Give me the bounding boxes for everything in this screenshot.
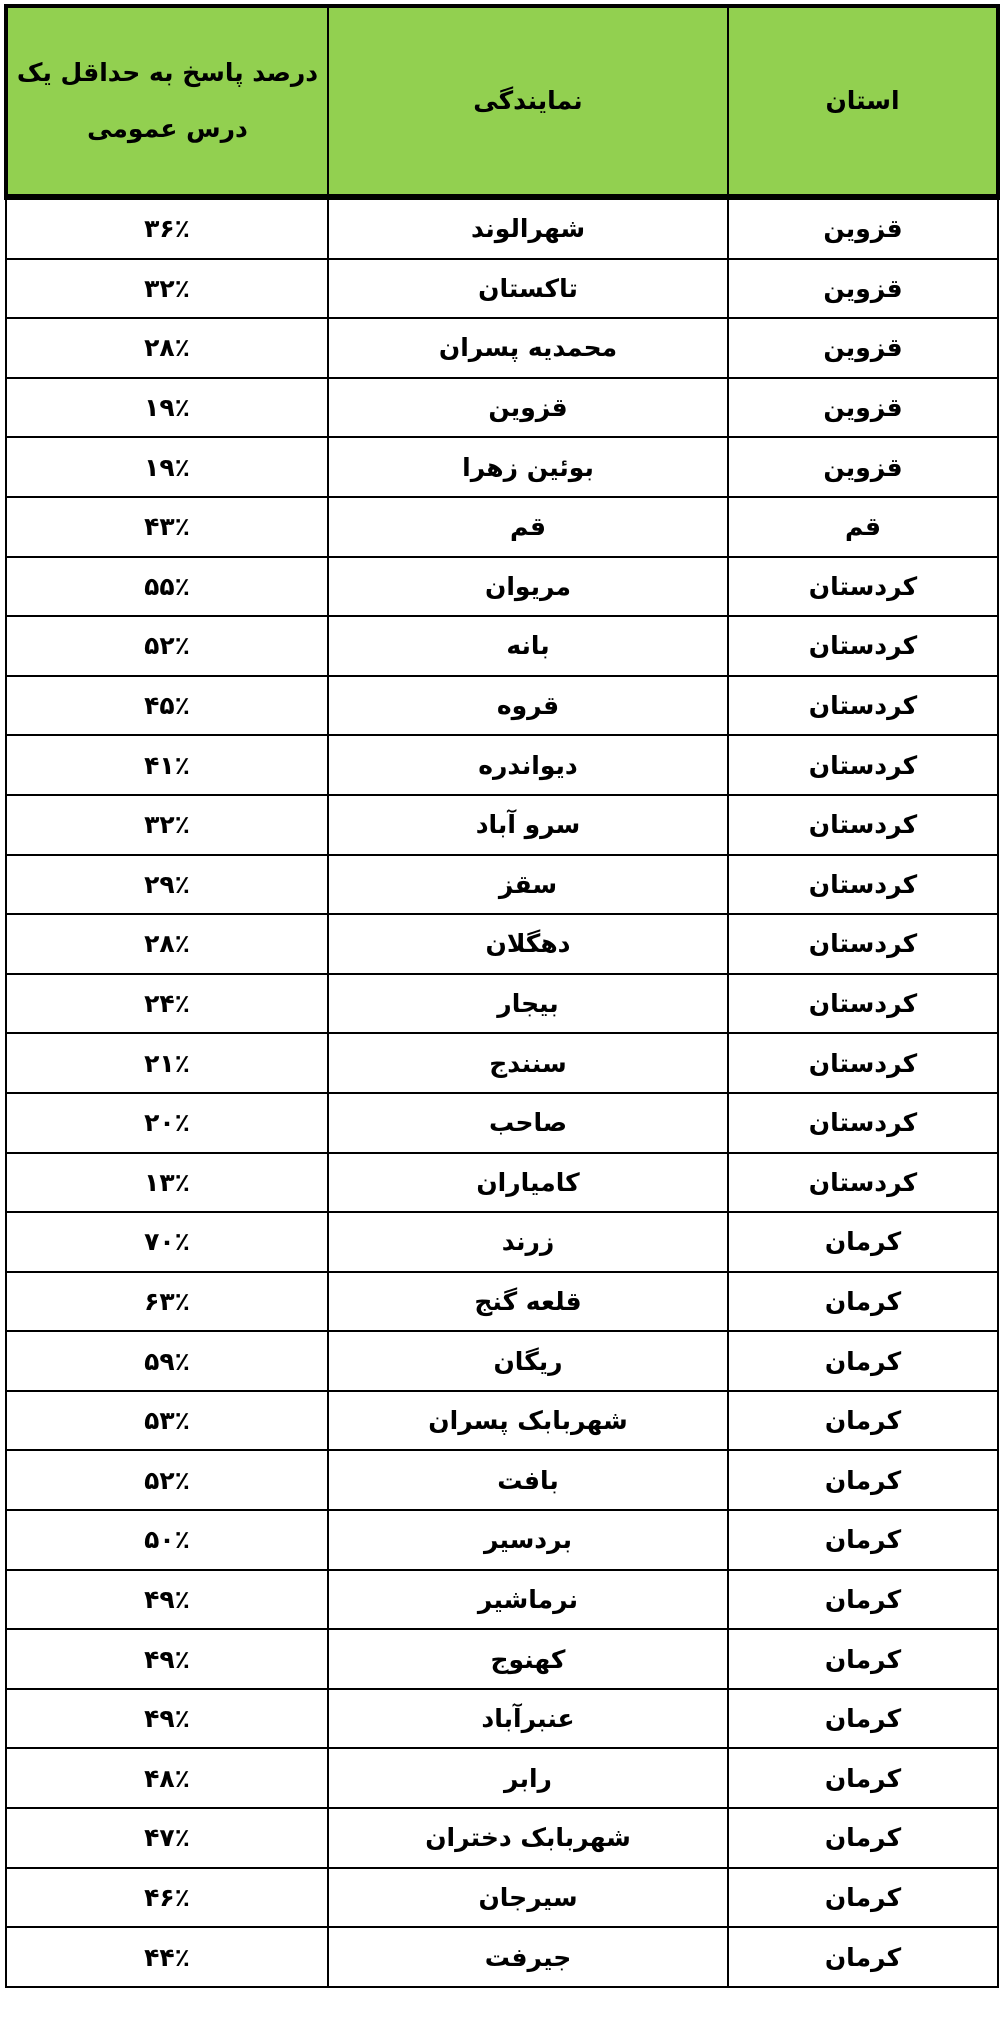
representation-cell: شهرالوند <box>328 197 728 259</box>
representation-cell: شهربابک دختران <box>328 1808 728 1868</box>
percent-cell: ۵۵٪ <box>6 557 328 617</box>
table-row <box>6 1868 998 1928</box>
representation-cell: ریگان <box>328 1331 728 1391</box>
table-row <box>6 974 998 1034</box>
percent-cell: ۲۱٪ <box>6 1033 328 1093</box>
representation-cell: جیرفت <box>328 1927 728 1987</box>
table-row <box>6 259 998 319</box>
representation-cell: شهربابک پسران <box>328 1391 728 1451</box>
percent-cell: ۳۶٪ <box>6 197 328 259</box>
province-cell: کردستان <box>728 557 998 617</box>
table-row <box>6 378 998 438</box>
table-row <box>6 497 998 557</box>
representation-cell: سیرجان <box>328 1868 728 1928</box>
percent-cell: ۵۲٪ <box>6 1450 328 1510</box>
percent-cell: ۴۶٪ <box>6 1868 328 1928</box>
percent-cell: ۶۳٪ <box>6 1272 328 1332</box>
province-cell: کرمان <box>728 1748 998 1808</box>
province-cell: کرمان <box>728 1570 998 1630</box>
percent-cell: ۴۵٪ <box>6 676 328 736</box>
representation-cell: دیواندره <box>328 735 728 795</box>
header-representation: نمایندگی <box>328 6 728 197</box>
province-cell: کرمان <box>728 1927 998 1987</box>
province-cell: کردستان <box>728 1033 998 1093</box>
representation-cell: عنبرآباد <box>328 1689 728 1749</box>
percent-cell: ۴۹٪ <box>6 1570 328 1630</box>
province-cell: قزوین <box>728 197 998 259</box>
table-row <box>6 616 998 676</box>
percent-cell: ۳۲٪ <box>6 795 328 855</box>
table-row <box>6 1570 998 1630</box>
representation-cell: مریوان <box>328 557 728 617</box>
table-row <box>6 1450 998 1510</box>
representation-cell: سرو آباد <box>328 795 728 855</box>
table-row <box>6 1927 998 1987</box>
table-row <box>6 1093 998 1153</box>
province-cell: کرمان <box>728 1629 998 1689</box>
percent-cell: ۴۸٪ <box>6 1748 328 1808</box>
representation-cell: کامیاران <box>328 1153 728 1213</box>
table-row <box>6 1629 998 1689</box>
table-row <box>6 676 998 736</box>
table-row <box>6 795 998 855</box>
representation-cell: قلعه گنج <box>328 1272 728 1332</box>
percent-cell: ۲۸٪ <box>6 914 328 974</box>
representation-cell: محمدیه پسران <box>328 318 728 378</box>
table-row <box>6 1272 998 1332</box>
representation-cell: قم <box>328 497 728 557</box>
table-row <box>6 1153 998 1213</box>
representation-cell: تاکستان <box>328 259 728 319</box>
province-cell: کرمان <box>728 1331 998 1391</box>
representation-cell: بانه <box>328 616 728 676</box>
representation-cell: نرماشیر <box>328 1570 728 1630</box>
province-cell: قزوین <box>728 437 998 497</box>
province-cell: کردستان <box>728 974 998 1034</box>
table-row <box>6 1689 998 1749</box>
representation-cell: زرند <box>328 1212 728 1272</box>
representation-cell: بردسیر <box>328 1510 728 1570</box>
percent-cell: ۱۹٪ <box>6 378 328 438</box>
province-cell: کرمان <box>728 1272 998 1332</box>
province-cell: کردستان <box>728 1153 998 1213</box>
percent-cell: ۲۸٪ <box>6 318 328 378</box>
percent-cell: ۵۰٪ <box>6 1510 328 1570</box>
percent-cell: ۱۳٪ <box>6 1153 328 1213</box>
representation-cell: بافت <box>328 1450 728 1510</box>
table-row <box>6 1331 998 1391</box>
province-cell: قزوین <box>728 378 998 438</box>
table-body <box>6 197 998 1987</box>
representation-cell: قزوین <box>328 378 728 438</box>
representation-cell: بوئین زهرا <box>328 437 728 497</box>
province-cell: کرمان <box>728 1868 998 1928</box>
table-row <box>6 1033 998 1093</box>
percent-cell: ۲۹٪ <box>6 855 328 915</box>
header-row <box>6 6 998 197</box>
representation-cell: قروه <box>328 676 728 736</box>
province-cell: کردستان <box>728 914 998 974</box>
representation-cell: بیجار <box>328 974 728 1034</box>
province-cell: قم <box>728 497 998 557</box>
province-cell: قزوین <box>728 318 998 378</box>
province-cell: کردستان <box>728 795 998 855</box>
header-province: استان <box>728 6 998 197</box>
table-row <box>6 855 998 915</box>
table-row <box>6 197 998 259</box>
province-cell: کردستان <box>728 735 998 795</box>
province-cell: کرمان <box>728 1212 998 1272</box>
table-row <box>6 1510 998 1570</box>
table-row <box>6 735 998 795</box>
percent-cell: ۴۹٪ <box>6 1689 328 1749</box>
table-row <box>6 1391 998 1451</box>
table-row <box>6 1212 998 1272</box>
province-cell: کردستان <box>728 1093 998 1153</box>
percent-cell: ۵۳٪ <box>6 1391 328 1451</box>
table-row <box>6 1808 998 1868</box>
header-percent: درصد پاسخ به حداقل یک درس عمومی <box>6 6 328 197</box>
percent-cell: ۲۰٪ <box>6 1093 328 1153</box>
representation-cell: سقز <box>328 855 728 915</box>
representation-cell: سنندج <box>328 1033 728 1093</box>
percent-cell: ۵۲٪ <box>6 616 328 676</box>
percent-cell: ۵۹٪ <box>6 1331 328 1391</box>
percent-cell: ۲۴٪ <box>6 974 328 1034</box>
table-row <box>6 1748 998 1808</box>
percent-cell: ۴۹٪ <box>6 1629 328 1689</box>
province-cell: کردستان <box>728 855 998 915</box>
representation-cell: صاحب <box>328 1093 728 1153</box>
percent-cell: ۳۲٪ <box>6 259 328 319</box>
province-cell: قزوین <box>728 259 998 319</box>
table-row <box>6 318 998 378</box>
table-row <box>6 914 998 974</box>
percent-cell: ۴۱٪ <box>6 735 328 795</box>
table-row <box>6 557 998 617</box>
province-cell: کردستان <box>728 676 998 736</box>
province-cell: کرمان <box>728 1689 998 1749</box>
percent-cell: ۷۰٪ <box>6 1212 328 1272</box>
percent-cell: ۴۴٪ <box>6 1927 328 1987</box>
table-row <box>6 437 998 497</box>
percent-cell: ۴۳٪ <box>6 497 328 557</box>
data-table <box>4 4 1000 1988</box>
province-cell: کرمان <box>728 1450 998 1510</box>
table-header <box>6 6 998 197</box>
representation-cell: رابر <box>328 1748 728 1808</box>
province-cell: کرمان <box>728 1510 998 1570</box>
percent-cell: ۱۹٪ <box>6 437 328 497</box>
province-cell: کردستان <box>728 616 998 676</box>
percent-cell: ۴۷٪ <box>6 1808 328 1868</box>
province-cell: کرمان <box>728 1808 998 1868</box>
province-cell: کرمان <box>728 1391 998 1451</box>
representation-cell: دهگلان <box>328 914 728 974</box>
representation-cell: کهنوج <box>328 1629 728 1689</box>
